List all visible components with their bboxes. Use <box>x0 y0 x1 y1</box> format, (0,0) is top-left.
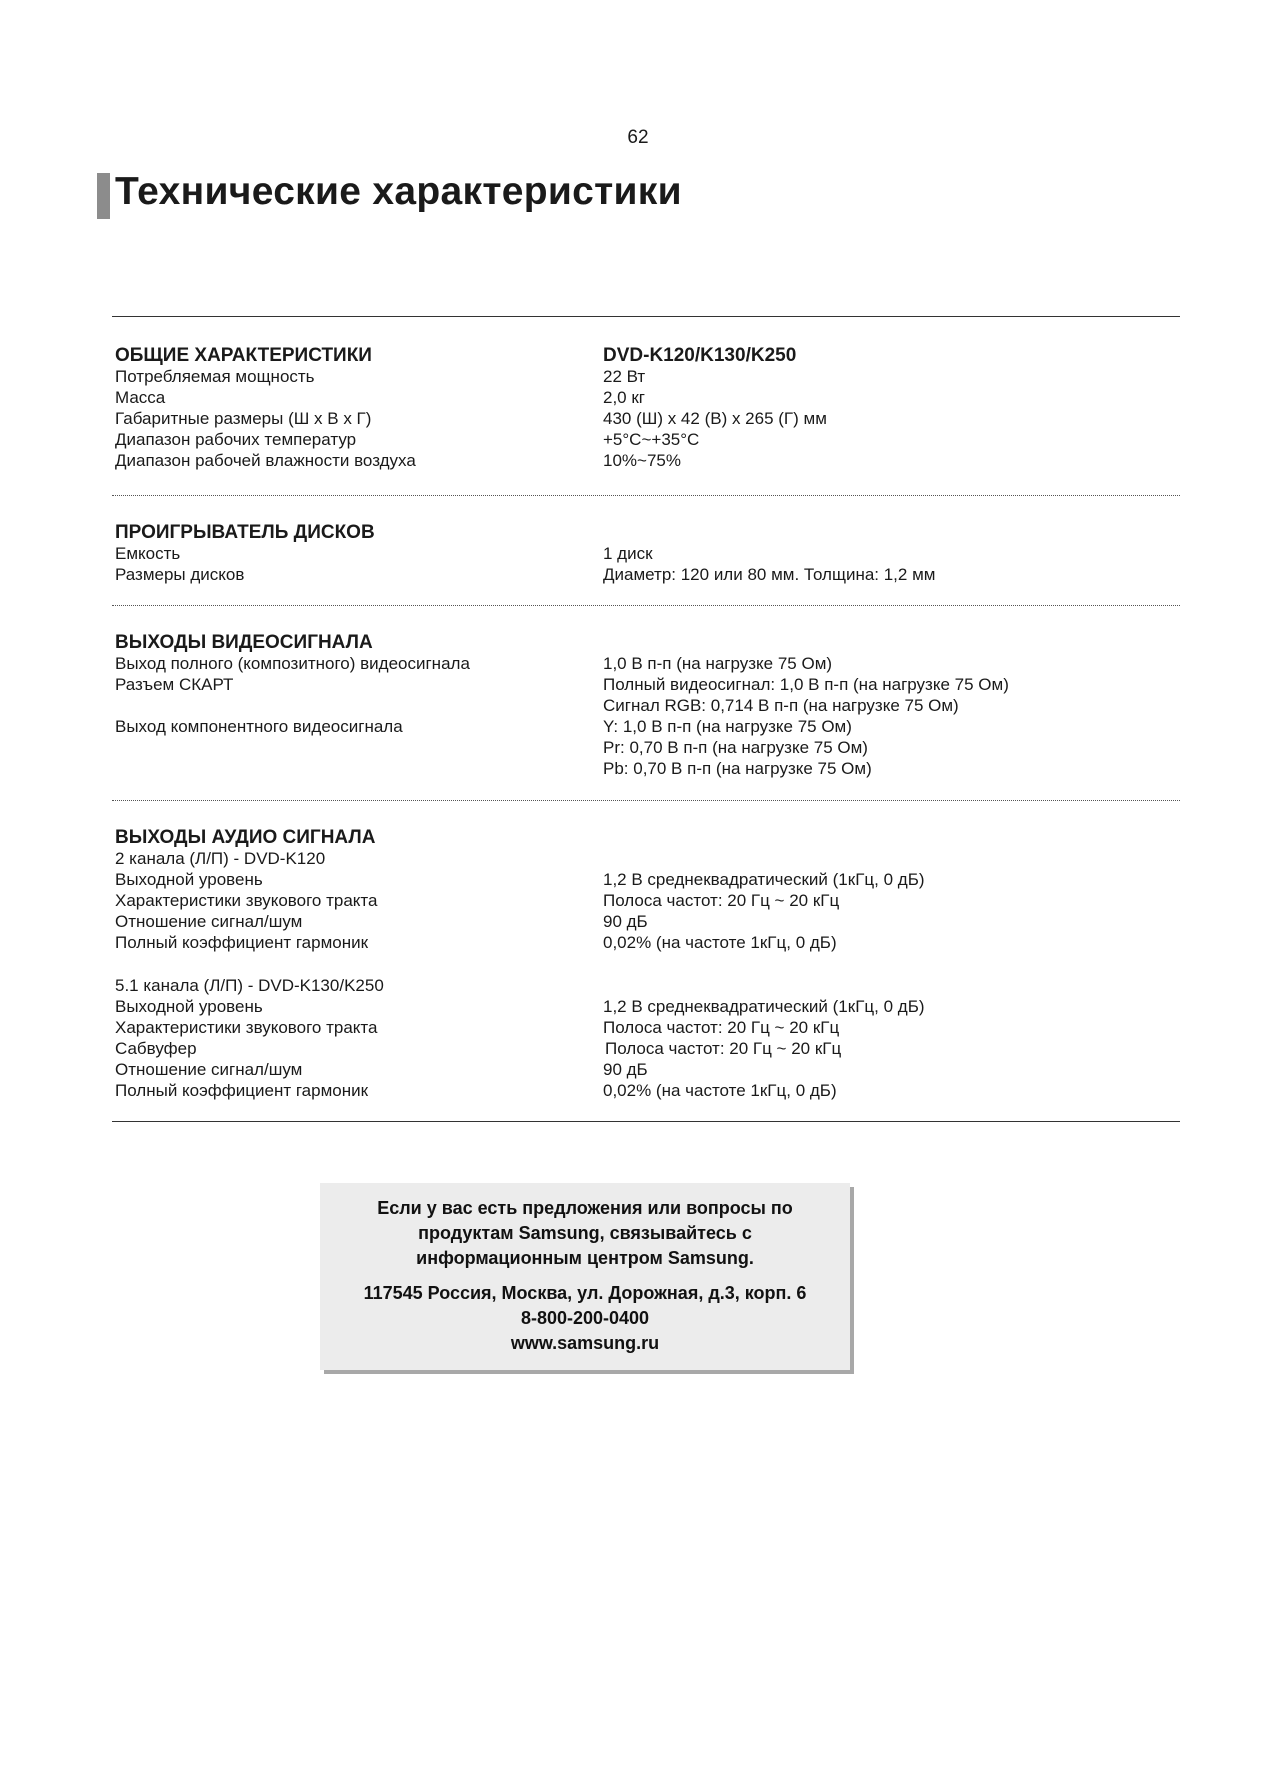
contact-line: информационным центром Samsung. <box>416 1248 754 1268</box>
spec-value: 1,2 В среднеквадратический (1кГц, 0 дБ) <box>603 870 925 889</box>
spec-value: 0,02% (на частоте 1кГц, 0 дБ) <box>603 933 837 952</box>
spec-value: 1,0 В п-п (на нагрузке 75 Ом) <box>603 654 833 673</box>
spec-label: Разъем СКАРТ <box>115 675 234 694</box>
spec-value: Полоса частот: 20 Гц ~ 20 кГц <box>603 1018 840 1037</box>
spec-label: Диапазон рабочей влажности воздуха <box>115 451 416 470</box>
contact-address: 117545 Россия, Москва, ул. Дорожная, д.3, корп. 6 <box>363 1283 807 1303</box>
page-title: Технические характеристики <box>115 170 682 213</box>
spec-label: Отношение сигнал/шум <box>115 1060 303 1079</box>
spec-label: Потребляемая мощность <box>115 367 315 386</box>
spec-label: Размеры дисков <box>115 565 245 584</box>
spec-label: Характеристики звукового тракта <box>115 891 378 910</box>
spec-value: 2,0 кг <box>603 388 645 407</box>
contact-phone: 8-800-200-0400 <box>520 1308 650 1328</box>
spec-label: Характеристики звукового тракта <box>115 1018 378 1037</box>
spec-label: Емкость <box>115 544 181 563</box>
spec-label: Отношение сигнал/шум <box>115 912 303 931</box>
section-heading-general: ОБЩИЕ ХАРАКТЕРИСТИКИ <box>115 345 372 366</box>
spec-label: Сабвуфер <box>115 1039 197 1058</box>
section-heading-disc-player: ПРОИГРЫВАТЕЛЬ ДИСКОВ <box>115 522 375 543</box>
spec-label: Выход компонентного видеосигнала <box>115 717 403 736</box>
spec-value: 22 Вт <box>603 367 646 386</box>
section-heading-video-outputs: ВЫХОДЫ ВИДЕОСИГНАЛА <box>115 632 373 653</box>
spec-value: Сигнал RGB: 0,714 В п-п (на нагрузке 75 Ом) <box>603 696 959 715</box>
section-divider <box>112 800 1180 801</box>
spec-label: Полный коэффициент гармоник <box>115 933 369 952</box>
section-divider <box>112 605 1180 606</box>
spec-value: 90 дБ <box>603 1060 648 1079</box>
spec-value: Полоса частот: 20 Гц ~ 20 кГц <box>605 1039 842 1058</box>
spec-value: +5°C~+35°C <box>603 430 700 449</box>
page-number: 62 <box>627 127 649 148</box>
spec-label: Габаритные размеры (Ш x В x Г) <box>115 409 372 428</box>
spec-value: Y: 1,0 В п-п (на нагрузке 75 Ом) <box>603 717 852 736</box>
spec-label: Выходной уровень <box>115 870 263 889</box>
group-caption: 2 канала (Л/П) - DVD-K120 <box>115 849 326 868</box>
contact-website: www.samsung.ru <box>510 1333 660 1353</box>
contact-info-box <box>320 1183 850 1370</box>
spec-value: Диаметр: 120 или 80 мм. Толщина: 1,2 мм <box>603 565 936 584</box>
group-caption: 5.1 канала (Л/П) - DVD-K130/K250 <box>115 976 384 995</box>
spec-value: Полный видеосигнал: 1,0 В п-п (на нагрузке 75 Ом) <box>603 675 1009 694</box>
top-rule <box>112 316 1180 317</box>
spec-value: 1 диск <box>603 544 653 563</box>
spec-value: 10%~75% <box>603 451 681 470</box>
contact-line: продуктам Samsung, связывайтесь с <box>418 1223 752 1243</box>
spec-value: 0,02% (на частоте 1кГц, 0 дБ) <box>603 1081 837 1100</box>
spec-label: Диапазон рабочих температур <box>115 430 357 449</box>
spec-value: 430 (Ш) x 42 (В) x 265 (Г) мм <box>603 409 827 428</box>
spec-label: Выход полного (композитного) видеосигнала <box>115 654 470 673</box>
spec-label: Полный коэффициент гармоник <box>115 1081 369 1100</box>
section-divider <box>112 495 1180 496</box>
bottom-rule <box>112 1121 1180 1122</box>
section-heading-audio-outputs: ВЫХОДЫ АУДИО СИГНАЛА <box>115 827 376 848</box>
spec-value: Pr: 0,70 В п-п (на нагрузке 75 Ом) <box>603 738 868 757</box>
spec-value: 1,2 В среднеквадратический (1кГц, 0 дБ) <box>603 997 925 1016</box>
spec-label: Выходной уровень <box>115 997 263 1016</box>
spec-value: Полоса частот: 20 Гц ~ 20 кГц <box>603 891 840 910</box>
contact-line: Если у вас есть предложения или вопросы по <box>377 1198 793 1218</box>
spec-value: 90 дБ <box>603 912 648 931</box>
title-accent-bar <box>97 173 110 219</box>
spec-value: Pb: 0,70 В п-п (на нагрузке 75 Ом) <box>603 759 872 778</box>
spec-label: Масса <box>115 388 166 407</box>
model-heading: DVD-K120/K130/K250 <box>603 345 797 366</box>
